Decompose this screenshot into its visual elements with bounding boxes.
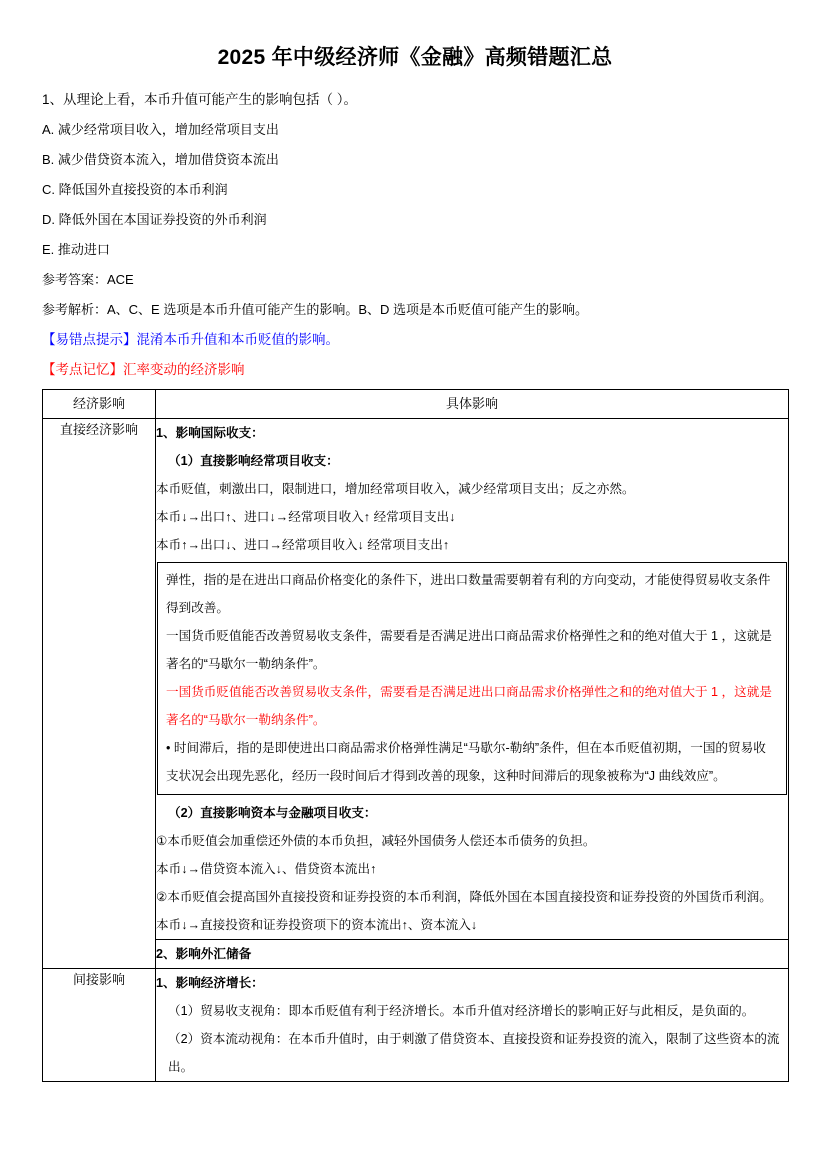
heading-affect-forex-reserve: 2、影响外汇储备 [156,947,252,962]
box-line-j-curve: • 时间滞后，指的是即使进出口商品需求价格弹性满足“马歇尔-勒纳”条件，但在本币贬值初期，一国的贸易收支状况会出现先恶化，经历一段时间后才得到改善的现象，这种时间滞后的现象被称为“J 曲线效应”。 [166,741,766,784]
table-row-indirect-impact [43,969,789,1082]
table-header-economic-impact: 经济影响 [43,390,156,419]
text-arrow-appreciation: 本币↑→出口↓、进口→经常项目收入↓ 经常项目支出↑ [156,538,450,553]
box-line-marshall-lerner-highlight: 一国货币贬值能否改善贸易收支条件，需要看是否满足进出口商品需求价格弹性之和的绝对值大于 1 ，这就是著名的“马歇尔一勒纳条件”。 [166,685,772,728]
text-arrow-depreciation: 本币↓→出口↑、进口↓→经常项目收入↑ 经常项目支出↓ [156,510,456,525]
option-b: B. 减少借贷资本流入，增加借贷资本流出 [42,152,279,168]
direct-impact-content [156,419,789,940]
table-row-direct-impact [43,419,789,940]
reference-answer: 参考答案：ACE [42,272,134,288]
question-stem: 1、从理论上看，本币升值可能产生的影响包括（ ）。 [42,92,358,108]
reference-analysis: 参考解析：A、C、E 选项是本币升值可能产生的影响。B、D 选项是本币贬值可能产生的影响。 [42,302,589,318]
subheading-capital-financial-account: （2）直接影响资本与金融项目收支： [168,806,377,821]
box-line-elasticity: 弹性，指的是在进出口商品价格变化的条件下，进出口数量需要朝着有利的方向变动，才能使得贸易收支条件得到改善。 [166,573,771,616]
indirect-impact-content [156,969,789,1082]
option-a: A. 减少经常项目收入，增加经常项目支出 [42,122,279,138]
heading-affect-bop: 1、影响国际收支： [156,426,264,441]
table-header-specific-impact: 具体影响 [156,390,789,419]
pitfall-tip: 【易错点提示】混淆本币升值和本币贬值的影响。 [42,332,339,348]
elasticity-note-box [157,562,787,795]
option-e: E. 推动进口 [42,242,110,258]
exchange-rate-impact-table [42,389,789,1082]
text-fdi-portfolio-profit: ②本币贬值会提高国外直接投资和证券投资的本币利润，降低外国在本国直接投资和证券投资的外国货币利润。 [156,890,772,905]
heading-affect-growth: 1、影响经济增长： [156,976,264,991]
text-capital-flow-view: （2）资本流动视角：在本币升值时，由于刺激了借贷资本、直接投资和证券投资的流入，限制了这些资本的流出。 [168,1032,780,1075]
table-header-row [43,390,789,419]
option-c: C. 降低国外直接投资的本币利润 [42,182,228,198]
text-trade-balance-view: （1）贸易收支视角：即本币贬值有利于经济增长。本币升值对经济增长的影响正好与此相反，是负面的。 [168,1004,755,1019]
row-label-indirect-impact: 间接影响 [43,969,156,1082]
option-d: D. 降低外国在本国证券投资的外币利润 [42,212,267,228]
memory-point: 【考点记忆】汇率变动的经济影响 [42,362,245,378]
text-depreciation-current-account: 本币贬值，刺激出口，限制进口，增加经常项目收入，减少经常项目支出；反之亦然。 [156,482,635,497]
page-title: 2025 年中级经济师《金融》高频错题汇总 [217,46,613,69]
text-external-debt-burden: ①本币贬值会加重偿还外债的本币负担，减轻外国债务人偿还本币债务的负担。 [156,834,596,849]
text-arrow-loan-capital: 本币↓→借贷资本流入↓、借贷资本流出↑ [156,862,377,877]
box-line-marshall-lerner: 一国货币贬值能否改善贸易收支条件，需要看是否满足进出口商品需求价格弹性之和的绝对值大于 1 ，这就是著名的“马歇尔一勒纳条件”。 [166,629,772,672]
row-label-direct-impact: 直接经济影响 [43,419,156,969]
forex-reserve-content [156,940,789,969]
subheading-current-account: （1）直接影响经常项目收支： [168,454,339,469]
text-arrow-investment-capital: 本币↓→直接投资和证券投资项下的资本流出↑、资本流入↓ [156,918,478,933]
